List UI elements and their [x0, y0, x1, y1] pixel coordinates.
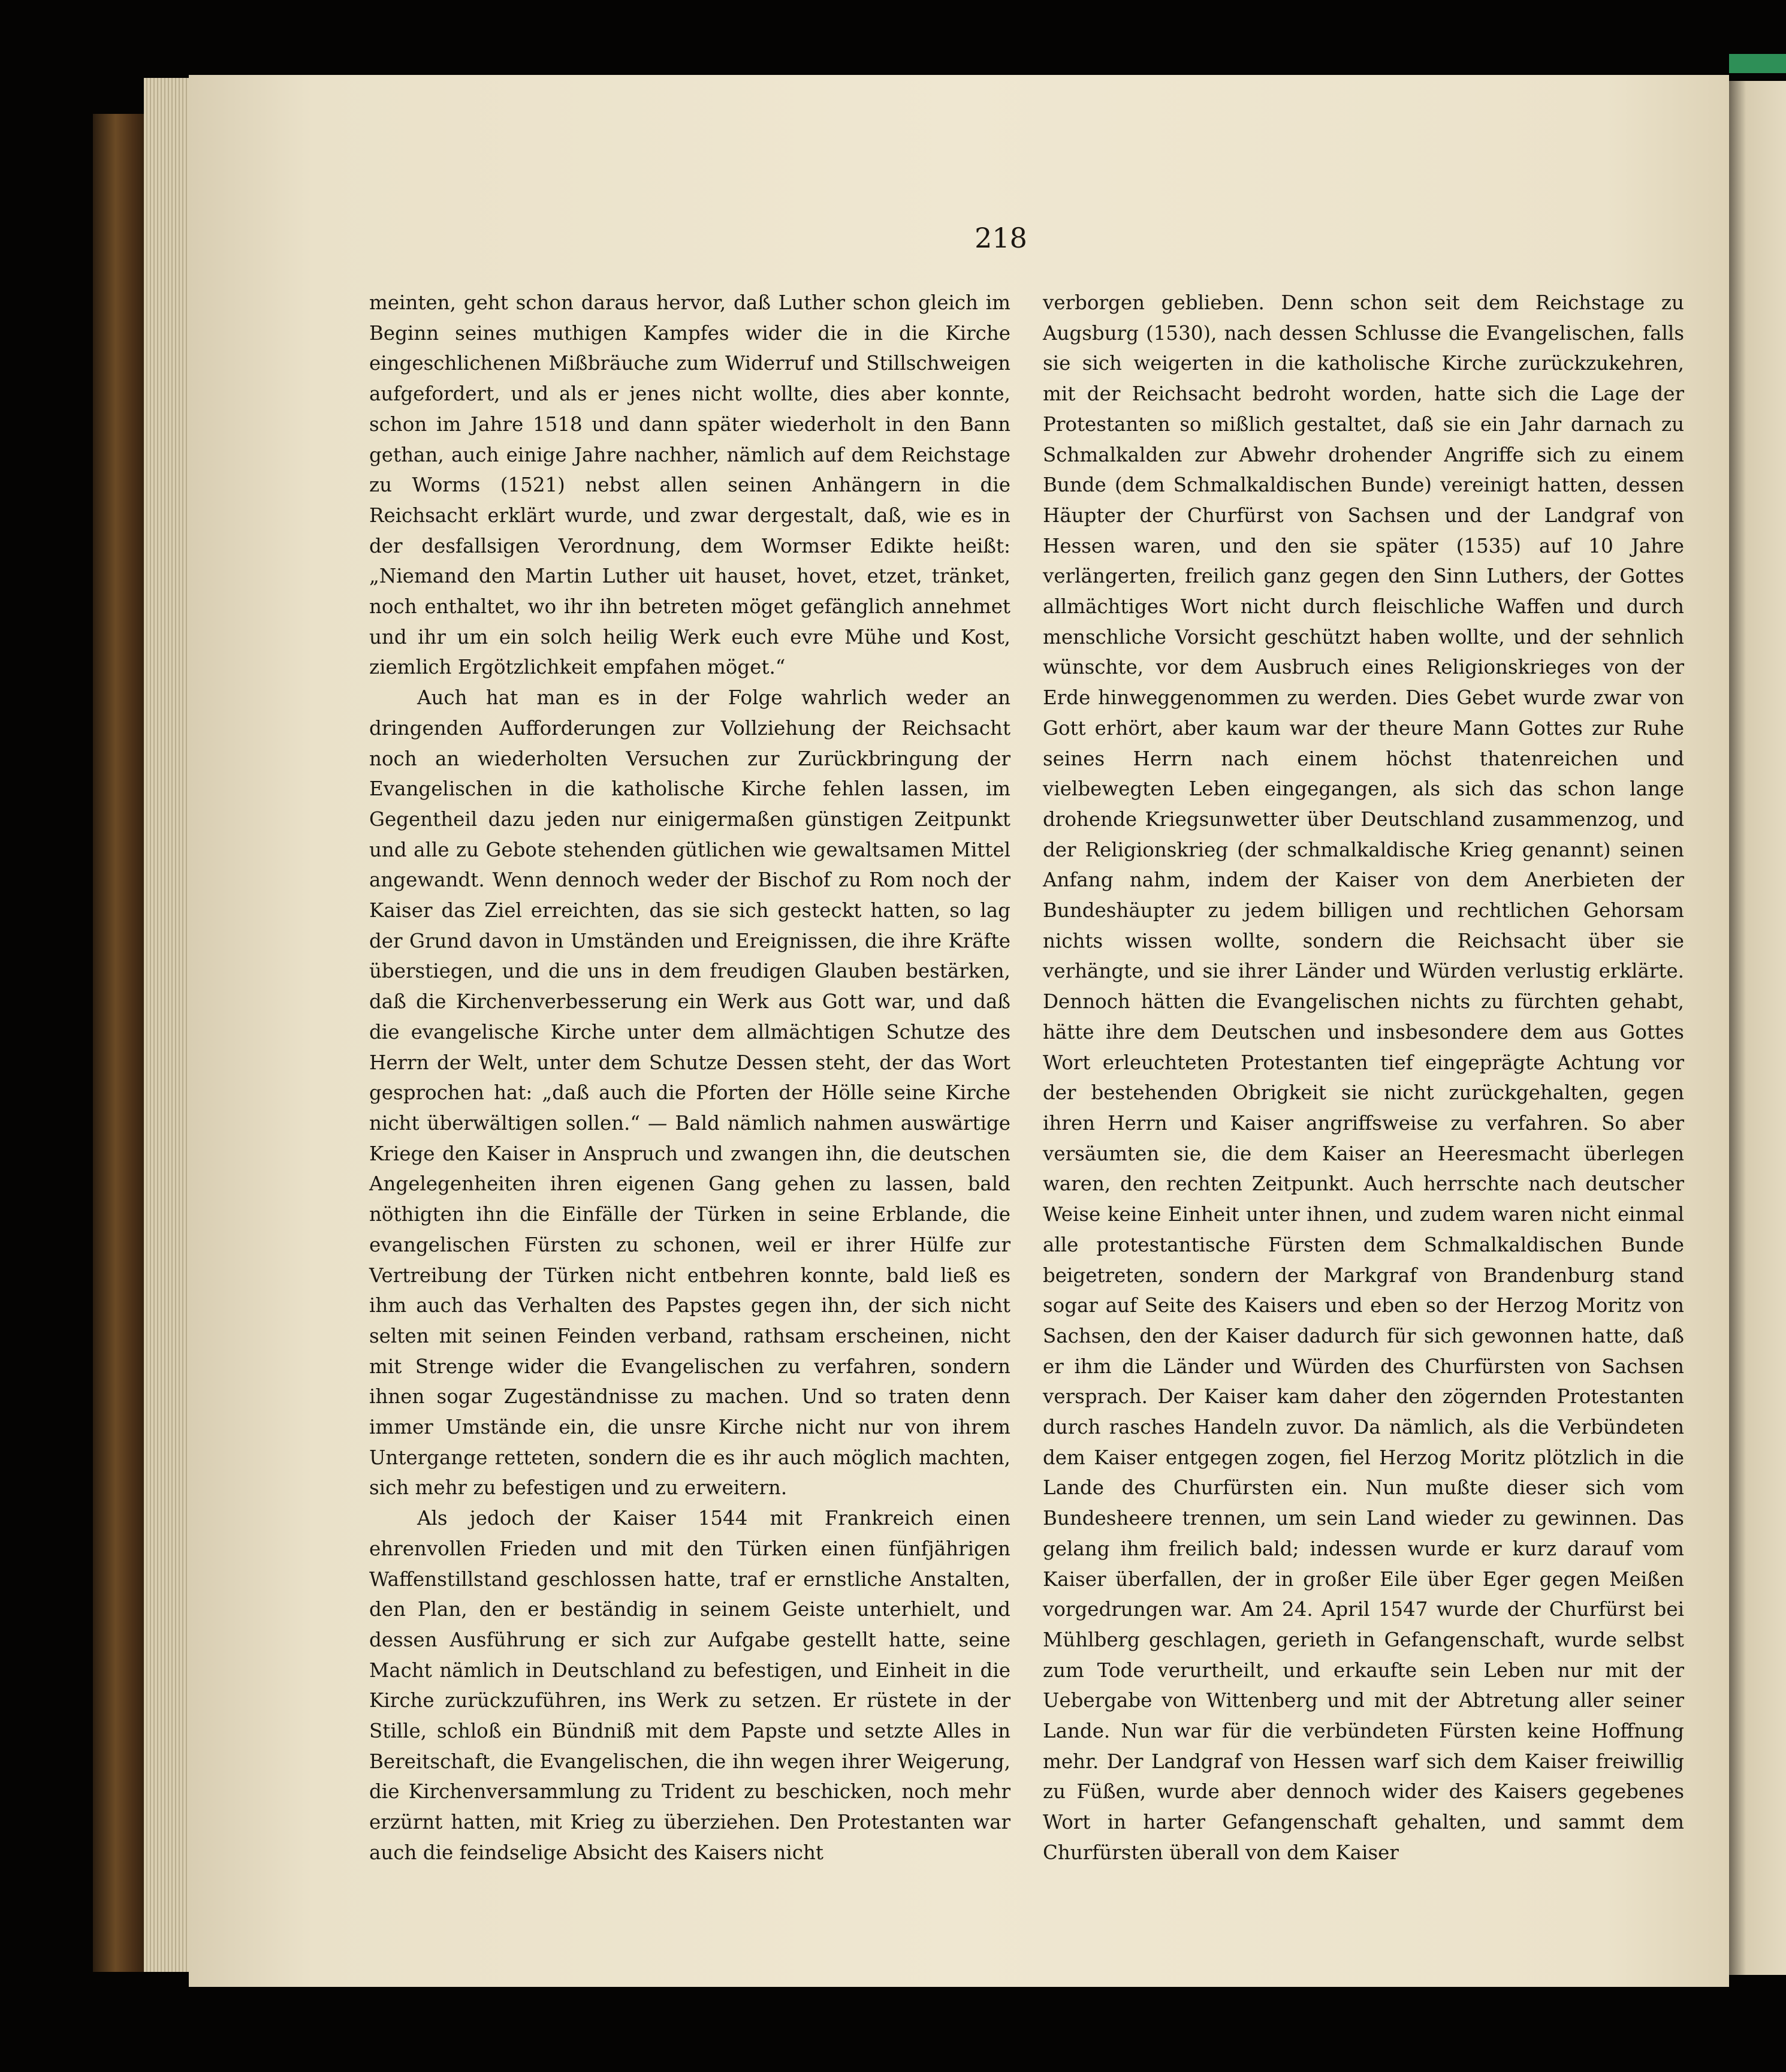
paragraph: meinten, geht schon daraus hervor, daß Luther schon gleich im Beginn seines muthigen Kampfes wider die in die Kirche eingeschlichenen Mißbräuche zum Widerruf und Stillschweigen aufgefordert, und als er jenes nicht wollte, dies aber konnte, schon im Jahre 1518 und dann später wiederholt in den Bann gethan, auch einige Jahre nachher, nämlich auf dem Reichstage zu Worms (1521) nebst allen seinen Anhängern in die Reichsacht erklärt wurde, und zwar dergestalt, daß, wie es in der desfallsigen Verordnung, dem Wormser Edikte heißt: „Niemand den Martin Luther uit hauset, hovet, etzet, tränket, noch enthaltet, wo ihr ihn betreten möget gefänglich annehmet und ihr um ein solch heilig Werk euch evre Mühe und Kost, ziemlich Ergötzlichkeit empfahen möget.“	[369, 291, 1010, 679]
left-column	[369, 288, 1010, 1864]
paragraph: Als jedoch der Kaiser 1544 mit Frankreich einen ehrenvollen Frieden und mit den Türken einen fünfjährigen Waffenstillstand geschlossen hatte, traf er ernstliche Anstalten, den Plan, den er beständig in seinem Geiste unterhielt, und dessen Ausführung er sich zur Aufgabe gestellt hatte, seine Macht nämlich in Deutschland zu befestigen, und Einheit in die Kirche zurückzuführen, ins Werk zu setzen. Er rüstete in der Stille, schloß ein Bündniß mit dem Papste und setzte Alles in Bereitschaft, die Evangelischen, die ihn wegen ihrer Weigerung, die Kirchenversammlung zu Trident zu beschicken, noch mehr erzürnt hatten, mit Krieg zu überziehen. Den Protestanten war auch die feindselige Absicht des Kaisers nicht	[369, 1507, 1010, 1864]
right-column	[1043, 288, 1684, 1864]
page-edges	[144, 78, 192, 1972]
page-number: 218	[975, 222, 1027, 254]
paragraph: verborgen geblieben. Denn schon seit dem Reichstage zu Augsburg (1530), nach dessen Schlusse die Evangelischen, falls sie sich weigerten in die katholische Kirche zurückzukehren, mit der Reichsacht bedroht worden, hatte sich die Lage der Protestanten so mißlich gestaltet, daß sie ein Jahr darnach zu Schmalkalden zur Abwehr drohender Angriffe sich zu einem Bunde (dem Schmalkaldischen Bunde) vereinigt hatten, dessen Häupter der Churfürst von Sachsen und der Landgraf von Hessen waren, und den sie später (1535) auf 10 Jahre verlängerten, freilich ganz gegen den Sinn Luthers, der Gottes allmächtiges Wort nicht durch fleischliche Waffen und durch menschliche Vorsicht geschützt haben wollte, und der sehnlich wünschte, vor dem Ausbruch eines Religionskrieges von der Erde hinweggenommen zu werden. Dies Gebet wurde zwar von Gott erhört, aber kaum war der theure Mann Gottes zur Ruhe seines Herrn nach einem höchst thatenreichen und vielbewegten Leben eingegangen, als sich das schon lange drohende Kriegsunwetter über Deutschland zusammenzog, und der Religionskrieg (der schmalkaldische Krieg genannt) seinen Anfang nahm, indem der Kaiser von dem Anerbieten der Bundeshäupter zu jedem billigen und rechtlichen Gehorsam nichts wissen wollte, sondern die Reichsacht über sie verhängte, und sie ihrer Länder und Würden verlustig erklärte. Dennoch hätten die Evangelischen nichts zu fürchten gehabt, hätte ihre dem Deutschen und insbesondere dem aus Gottes Wort erleuchteten Protestanten tief eingeprägte Achtung vor der bestehenden Obrigkeit sie nicht zurückgehalten, gegen ihren Herrn und Kaiser angriffsweise zu verfahren. So aber versäumten sie, die dem Kaiser an Heeresmacht überlegen waren, den rechten Zeitpunkt. Auch herrschte nach deutscher Weise keine Einheit unter ihnen, und zudem waren nicht einmal alle protestantische Fürsten dem Schmalkaldischen Bunde beigetreten, sondern der Markgraf von Brandenburg stand sogar auf Seite des Kaisers und eben so der Herzog Moritz von Sachsen, den der Kaiser dadurch für sich gewonnen hatte, daß er ihm die Länder und Würden des Churfürsten von Sachsen versprach. Der Kaiser kam daher den zögernden Protestanten durch rasches Handeln zuvor. Da nämlich, als die Verbündeten dem Kaiser entgegen zogen, fiel Herzog Moritz plötzlich in die Lande des Churfürsten ein. Nun mußte dieser sich vom Bundesheere trennen, um sein Land wieder zu gewinnen. Das gelang ihm freilich bald; indessen wurde er kurz darauf vom Kaiser überfallen, der in großer Eile über Eger gegen Meißen vorgedrungen war. Am 24. April 1547 wurde der Churfürst bei Mühlberg geschlagen, gerieth in Gefangenschaft, wurde selbst zum Tode verurtheilt, und erkaufte sein Leben nur mit der Uebergabe von Wittenberg und mit der Abtretung aller seiner Lande. Nun war für die verbündeten Fürsten keine Hoffnung mehr. Der Landgraf von Hessen warf sich dem Kaiser freiwillig zu Füßen, wurde aber dennoch wider des Kaisers gegebenes Wort in harter Gefangenschaft gehalten, und sammt dem Churfürsten überall von dem Kaiser	[1043, 291, 1684, 1864]
next-page-edge	[1729, 81, 1786, 1975]
paragraph: Auch hat man es in der Folge wahrlich weder an dringenden Aufforderungen zur Vollziehung der Reichsacht noch an wiederholten Versuchen zur Zurückbringung der Evangelischen in die katholische Kirche fehlen lassen, im Gegentheil dazu jeden nur einigermaßen günstigen Zeitpunkt und alle zu Gebote stehenden gütlichen wie gewaltsamen Mittel angewandt. Wenn dennoch weder der Bischof zu Rom noch der Kaiser das Ziel erreichten, das sie sich gesteckt hatten, so lag der Grund davon in Umständen und Ereignissen, die ihre Kräfte überstiegen, und die uns in dem freudigen Glauben bestärken, daß die Kirchenverbesserung ein Werk aus Gott war, und daß die evangelische Kirche unter dem allmächtigen Schutze des Herrn der Welt, unter dem Schutze Dessen steht, der das Wort gesprochen hat: „daß auch die Pforten der Hölle seine Kirche nicht überwältigen sollen.“ — Bald nämlich nahmen auswärtige Kriege den Kaiser in Anspruch und zwangen ihn, die deutschen Angelegenheiten ihren eigenen Gang gehen zu lassen, bald nöthigten ihn die Einfälle der Türken in seine Erblande, die evangelischen Fürsten zu schonen, weil er ihrer Hülfe zur Vertreibung der Türken nicht entbehren konnte, bald ließ es ihm auch das Verhalten des Papstes gegen ihn, der sich nicht selten mit seinen Feinden verband, rathsam erscheinen, nicht mit Strenge wider die Evangelischen zu verfahren, sondern ihnen sogar Zugeständnisse zu machen. Und so traten denn immer Umstände ein, die unsre Kirche nicht nur von ihrem Untergange retteten, sondern die es ihr auch möglich machten, sich mehr zu befestigen und zu erweitern.	[369, 686, 1010, 1500]
book-binding	[93, 114, 150, 1972]
scan-color-marker	[1729, 54, 1786, 73]
